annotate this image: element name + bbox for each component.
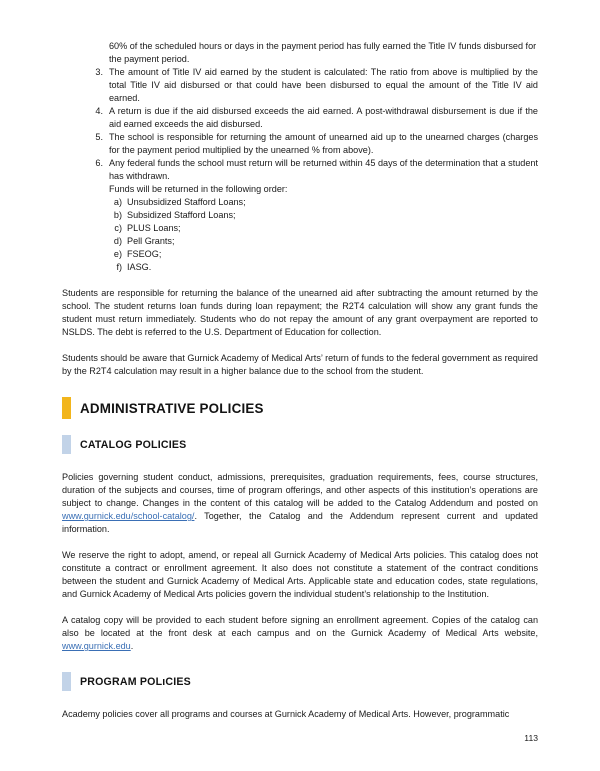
list-item-text: Any federal funds the school must return will be returned within 45 days of the determination that a student has withdrawn.: [109, 158, 538, 181]
list-item: [62, 131, 538, 157]
list-item-marker: 6.: [95, 158, 103, 168]
lettered-sublist: [62, 196, 538, 274]
paragraph-students-aware: Students should be aware that Gurnick Academy of Medical Arts’ return of funds to the federal government as required by the R2T4 calculation may result in a higher balance due to the school from the student.: [62, 353, 538, 376]
list-item: [62, 105, 538, 131]
list-item-text: Subsidized Stafford Loans;: [127, 210, 236, 220]
heading-program-policies-label: PROGRAM POLıCIES: [80, 675, 191, 688]
list-item-text: The amount of Title IV aid earned by the student is calculated: The ratio from above is multiplied by the total Title IV aid disbursed or that could have been disbursed to equal the amount of the Title IV aid earned.: [109, 67, 538, 103]
paragraph-catalog-policies-1-text-before: Policies governing student conduct, admissions, prerequisites, graduation requirements, fees, course structures, duration of the subjects and courses, time of program offerings, and other aspects of this institution’s operations are subject to change. Changes in the content of this catalog will be added to the Catalog Addendum and posted on: [62, 472, 538, 508]
list-item-marker: 4.: [95, 106, 103, 116]
list-item-text: The school is responsible for returning the amount of unearned aid up to the unearned charges (charges for the payment period multiplied by the unearned % from above).: [109, 132, 538, 155]
list-item-text: IASG.: [127, 262, 152, 272]
list-item: [62, 235, 538, 248]
numbered-list: [62, 66, 538, 196]
list-item: [62, 66, 538, 105]
list-item-marker: 3.: [95, 67, 103, 77]
heading-accent-bar-primary: [62, 397, 71, 419]
list-item: [62, 157, 538, 196]
top-continuation-text: 60% of the scheduled hours or days in the payment period has fully earned the Title IV funds disbursed for the payment period.: [109, 41, 537, 64]
page-content: [62, 40, 538, 721]
link-gurnick-website[interactable]: www.gurnick.edu: [62, 641, 131, 651]
list-item: [62, 248, 538, 261]
heading-program-policies: [62, 672, 538, 691]
list-item-marker: a): [113, 197, 122, 207]
list-item: [62, 261, 538, 274]
list-item-text: Unsubsidized Stafford Loans;: [127, 197, 246, 207]
heading-administrative-policies-label: ADMINISTRATIVE POLICIES: [80, 400, 264, 416]
heading-catalog-policies: [62, 435, 538, 454]
link-school-catalog[interactable]: www.gurnick.edu/school-catalog/: [62, 511, 195, 521]
paragraph-students-responsible: Students are responsible for returning the balance of the unearned aid after subtracting the amount returned by the school. The student returns loan funds during loan repayment; the R2T4 calculation will show any grant funds the student must return immediately. Students who do not repay the amount of any grant overpayment are reported to NSLDS. The debt is referred to the U.S. Department of Education for collection.: [62, 288, 538, 337]
heading-accent-bar-secondary: [62, 435, 71, 454]
list-item: [62, 196, 538, 209]
list-item-continuation: Funds will be returned in the following order:: [109, 184, 288, 194]
paragraph-catalog-policies-3-text-before: A catalog copy will be provided to each student before signing an enrollment agreement. Copies of the catalog can also be located at the front desk at each campus and on the Gurnick Academy of Medical Arts website,: [62, 615, 538, 638]
paragraph-program-policies-1: Academy policies cover all programs and courses at Gurnick Academy of Medical Arts. However, programmatic: [62, 709, 510, 719]
list-item-marker: e): [113, 249, 122, 259]
list-item-marker: d): [113, 236, 122, 246]
paragraph-catalog-policies-3: [62, 614, 538, 653]
heading-administrative-policies: [62, 397, 538, 419]
list-item-text: FSEOG;: [127, 249, 162, 259]
list-item-text: Pell Grants;: [127, 236, 175, 246]
list-item: [62, 222, 538, 235]
list-item: [62, 209, 538, 222]
paragraph-catalog-policies-1-text-after: . Together, the Catalog and the Addendum represent current and updated information.: [62, 511, 538, 534]
heading-accent-bar-secondary: [62, 672, 71, 691]
list-item-text: A return is due if the aid disbursed exceeds the aid earned. A post-withdrawal disbursement is due if the aid earned exceeds the aid disbursed.: [109, 106, 538, 129]
list-item-marker: b): [113, 210, 122, 220]
page-number: 113: [524, 733, 538, 743]
list-item-marker: f): [116, 262, 122, 272]
list-item-marker: 5.: [95, 132, 103, 142]
list-item-marker: c): [114, 223, 122, 233]
paragraph-catalog-policies-1: [62, 471, 538, 536]
paragraph-catalog-policies-3-text-after: .: [130, 641, 134, 651]
heading-catalog-policies-label: CATALOG POLICIES: [80, 438, 187, 451]
list-item-text: PLUS Loans;: [127, 223, 181, 233]
paragraph-catalog-policies-2: We reserve the right to adopt, amend, or repeal all Gurnick Academy of Medical Arts policies. This catalog does not constitute a contract or enrollment agreement. It also does not constitute a statement of the contract conditions between the student and Gurnick Academy of Medical Arts. Applicable state and education codes, state regulations, and Gurnick Academy of Medical Arts policies govern the individual student’s relationship to the Institution.: [62, 550, 538, 599]
